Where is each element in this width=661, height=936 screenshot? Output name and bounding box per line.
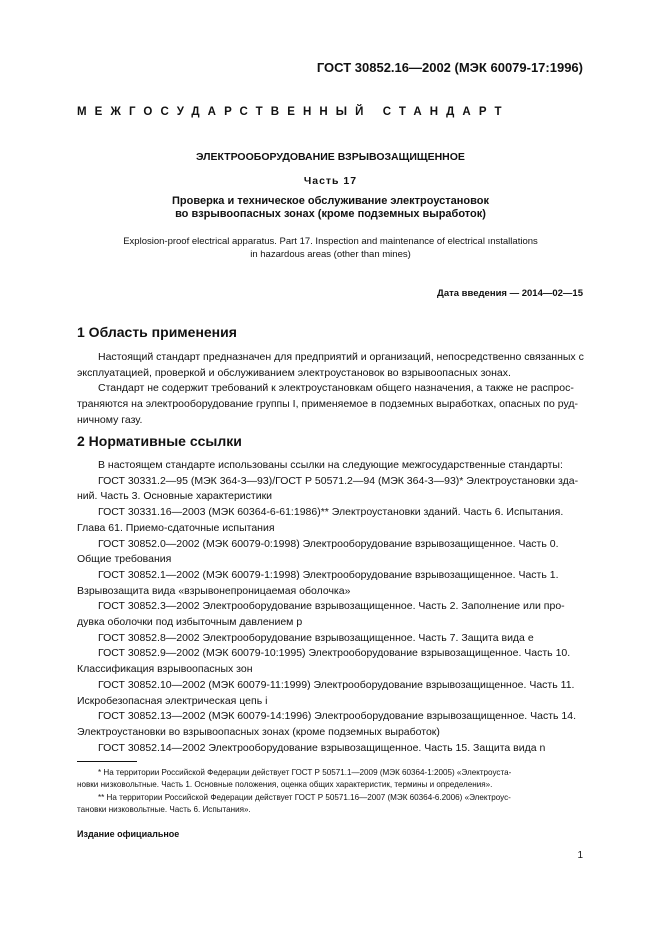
document-title: ЭЛЕКТРООБОРУДОВАНИЕ ВЗРЫВОЗАЩИЩЕННОЕ xyxy=(196,151,465,163)
reference-line: ГОСТ 30852.1—2002 (МЭК 60079-1:1998) Электрооборудование взрывозащищенное. Часть 1. xyxy=(98,568,559,581)
english-title-line: Explosion-proof electrical apparatus. Part 17. Inspection and maintenance of electrical ınstallations xyxy=(123,236,538,247)
reference-line: Электроустановки во взрывоопасных зонах (кроме подземных выработок) xyxy=(77,725,440,738)
paragraph-line: ничному газу. xyxy=(77,413,143,426)
footnote-line: тановки низковольтные. Часть 6. Испытания». xyxy=(77,804,251,814)
section-body xyxy=(77,350,584,429)
footnote-line: * На территории Российской Федерации действует ГОСТ Р 50571.1—2009 (МЭК 60364-1:2005) «Электроуста- xyxy=(98,768,512,777)
reference-line: ГОСТ 30852.10—2002 (МЭК 60079-11:1999) Электрооборудование взрывозащищенное. Часть 11. xyxy=(98,678,575,691)
reference-line: Искробезопасная электрическая цепь i xyxy=(77,694,268,707)
reference-line: В настоящем стандарте использованы ссылки на следующие межгосударственные стандарты: xyxy=(98,459,563,471)
reference-line: дувка оболочки под избыточным давлением р xyxy=(77,616,303,629)
paragraph-line: Настоящий стандарт предназначен для предприятий и организаций, непосредственно связанных с xyxy=(98,351,584,363)
page-number: 1 xyxy=(577,850,583,861)
reference-line: ГОСТ 30852.3—2002 Электрооборудование взрывозащищенное. Часть 2. Заполнение или про- xyxy=(98,600,565,613)
footnotes xyxy=(77,767,584,816)
introduction-date: Дата введения — 2014—02—15 xyxy=(437,288,583,299)
footnote-line: ** На территории Российской Федерации действует ГОСТ Р 50571.16—2007 (МЭК 60364-6.2006) «Электроус- xyxy=(98,792,511,802)
reference-line: ГОСТ 30331.16—2003 (МЭК 60364-6-61:1986)** Электроустановки зданий. Часть 6. Испытания. xyxy=(98,506,564,519)
paragraph-line: Стандарт не содержит требований к электроустановкам общего назначения, а также не распрос- xyxy=(98,382,574,395)
section-heading: 1 Область применения xyxy=(77,324,237,340)
reference-line: ГОСТ 30852.13—2002 (МЭК 60079-14:1996) Электрооборудование взрывозащищенное. Часть 14. xyxy=(98,710,577,723)
reference-line: Глава 61. Приемо-сдаточные испытания xyxy=(77,521,275,534)
reference-line: ний. Часть 3. Основные характеристики xyxy=(77,490,273,503)
reference-line: ГОСТ 30331.2—95 (МЭК 364-3—93)/ГОСТ Р 50571.2—94 (МЭК 364-3—93)* Электроустановки зда- xyxy=(98,474,579,487)
interstate-standard-banner: МЕЖГОСУДАРСТВЕННЫЙ СТАНДАРТ xyxy=(77,106,510,118)
subtitle-line: во взрывоопасных зонах (кроме подземных выработок) xyxy=(175,208,486,220)
english-title-line: in hazardous areas (other than mines) xyxy=(250,249,411,260)
standard-code: ГОСТ 30852.16—2002 (МЭК 60079-17:1996) xyxy=(316,60,583,75)
official-edition-label: Издание официальное xyxy=(77,829,180,839)
reference-line: ГОСТ 30852.9—2002 (МЭК 60079-10:1995) Электрооборудование взрывозащищенное. Часть 10. xyxy=(98,647,571,660)
reference-line: ГОСТ 30852.14—2002 Электрооборудование взрывозащищенное. Часть 15. Защита вида n xyxy=(98,741,546,754)
paragraph-line: траняются на электрооборудование группы I, применяемое в подземных выработках, опасных по руд- xyxy=(77,398,578,411)
section-heading: 2 Нормативные ссылки xyxy=(77,433,242,449)
reference-line: ГОСТ 30852.0—2002 (МЭК 60079-0:1998) Электрооборудование взрывозащищенное. Часть 0. xyxy=(98,537,559,550)
reference-line: Взрывозащита вида «взрывонепроницаемая оболочка» xyxy=(77,584,351,597)
paragraph-line: эксплуатацией, проверкой и обслуживанием электроустановок во взрывоопасных зонах. xyxy=(77,366,511,379)
reference-line: Общие требования xyxy=(77,553,172,566)
reference-list xyxy=(77,458,584,756)
footnote-divider xyxy=(77,761,137,762)
footnote-line: новки низковольтные. Часть 1. Основные положения, оценка общих характеристик, термины и определения». xyxy=(77,780,493,790)
reference-line: Классификация взрывоопасных зон xyxy=(77,663,253,676)
english-title xyxy=(77,235,584,261)
reference-line: ГОСТ 30852.8—2002 Электрооборудование взрывозащищенное. Часть 7. Защита вида е xyxy=(98,631,534,644)
document-subtitle xyxy=(77,195,584,221)
subtitle-line: Проверка и техническое обслуживание электроустановок xyxy=(172,195,489,207)
part-number: Часть 17 xyxy=(303,175,358,187)
